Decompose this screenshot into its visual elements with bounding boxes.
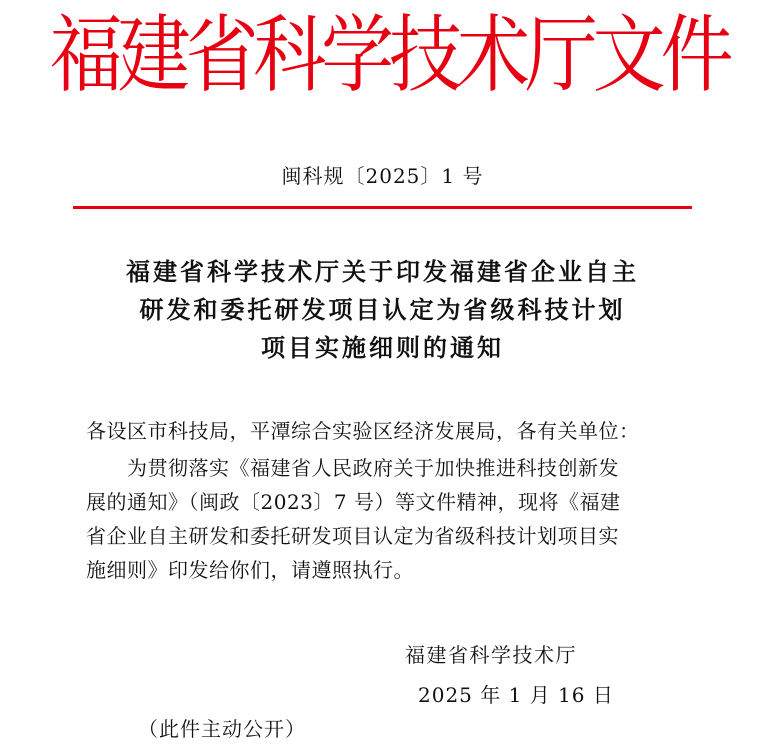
notice-title-line: 研发和委托研发项目认定为省级科技计划 [139, 295, 626, 324]
salutation: 各设区市科技局，平潭综合实验区经济发展局，各有关单位： [86, 419, 640, 443]
paragraph-line: 施细则》印发给你们，请遵照执行。 [86, 558, 414, 582]
notice-title-line: 福建省科学技术厅关于印发福建省企业自主 [126, 257, 639, 286]
paragraph-line: 展的通知》（闽政〔2023〕7 号）等文件精神，现将《福建 [86, 490, 621, 514]
document-number: 闽科规〔2025〕1 号 [281, 164, 484, 188]
issue-date: 2025 年 1 月 16 日 [418, 683, 614, 707]
body-paragraph [86, 451, 706, 587]
paragraph-line: 为贯彻落实《福建省人民政府关于加快推进科技创新发 [86, 456, 619, 480]
disclosure-note: （此件主动公开） [138, 717, 306, 741]
document-header-title: 福建省科学技术厅文件 [49, 6, 729, 104]
notice-title-line: 项目实施细则的通知 [261, 333, 504, 362]
red-divider-line [73, 206, 692, 209]
notice-title [70, 253, 695, 367]
paragraph-line: 省企业自主研发和委托研发项目认定为省级科技计划项目实 [86, 524, 619, 548]
issuing-authority: 福建省科学技术厅 [405, 643, 577, 667]
